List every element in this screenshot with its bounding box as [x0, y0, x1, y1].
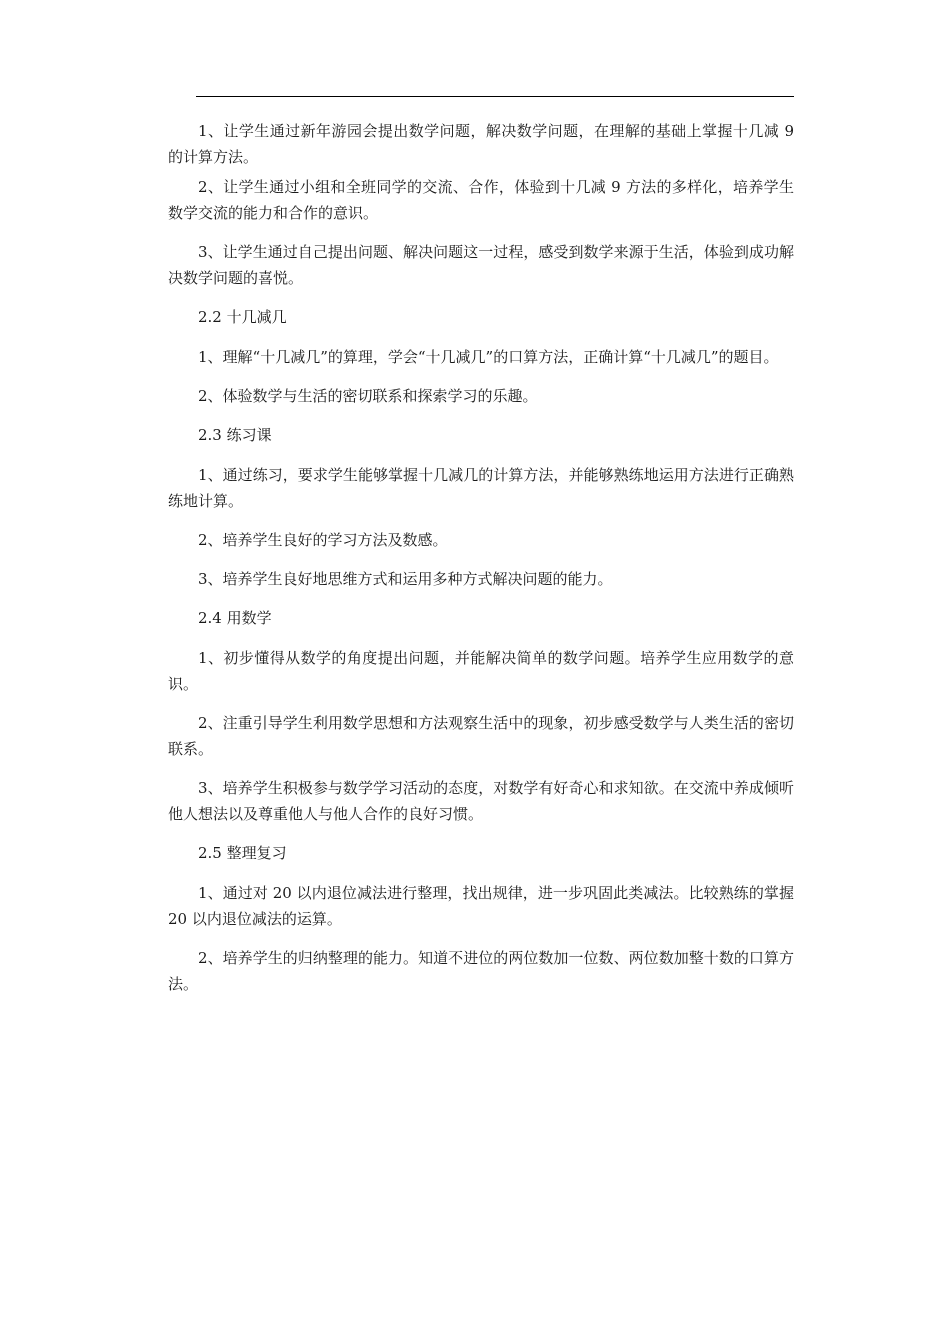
paragraph: 2、培养学生良好的学习方法及数感。 [198, 531, 448, 549]
paragraph: 1、通过练习，要求学生能够掌握十几减几的计算方法，并能够熟练地运用方法进行正确熟练地计算。 [168, 466, 794, 510]
document-body [168, 118, 794, 1010]
paragraph: 2、培养学生的归纳整理的能力。知道不进位的两位数加一位数、两位数加整十数的口算方法。 [168, 949, 794, 993]
paragraph: 1、通过对 20 以内退位减法进行整理，找出规律，进一步巩固此类减法。比较熟练的掌握 20 以内退位减法的运算。 [168, 884, 794, 928]
section-heading: 2.2 十几减几 [198, 308, 287, 326]
header-rule [196, 96, 794, 97]
paragraph: 2、注重引导学生利用数学思想和方法观察生活中的现象，初步感受数学与人类生活的密切联系。 [168, 714, 794, 758]
section-heading: 2.5 整理复习 [198, 844, 287, 862]
paragraph: 3、让学生通过自己提出问题、解决问题这一过程，感受到数学来源于生活，体验到成功解决数学问题的喜悦。 [168, 243, 794, 287]
paragraph: 3、培养学生良好地思维方式和运用多种方式解决问题的能力。 [198, 570, 613, 588]
paragraph: 2、让学生通过小组和全班同学的交流、合作，体验到十几减 9 方法的多样化，培养学生数学交流的能力和合作的意识。 [168, 178, 794, 222]
paragraph: 3、培养学生积极参与数学学习活动的态度，对数学有好奇心和求知欲。在交流中养成倾听他人想法以及尊重他人与他人合作的良好习惯。 [168, 779, 794, 823]
paragraph: 2、体验数学与生活的密切联系和探索学习的乐趣。 [198, 387, 538, 405]
section-heading: 2.3 练习课 [198, 426, 272, 444]
paragraph: 1、初步懂得从数学的角度提出问题，并能解决简单的数学问题。培养学生应用数学的意识。 [168, 649, 794, 693]
paragraph: 1、理解“十几减几”的算理，学会“十几减几”的口算方法，正确计算“十几减几”的题目。 [198, 348, 779, 366]
paragraph: 1、让学生通过新年游园会提出数学问题，解决数学问题，在理解的基础上掌握十几减 9 的计算方法。 [168, 122, 794, 166]
section-heading: 2.4 用数学 [198, 609, 272, 627]
